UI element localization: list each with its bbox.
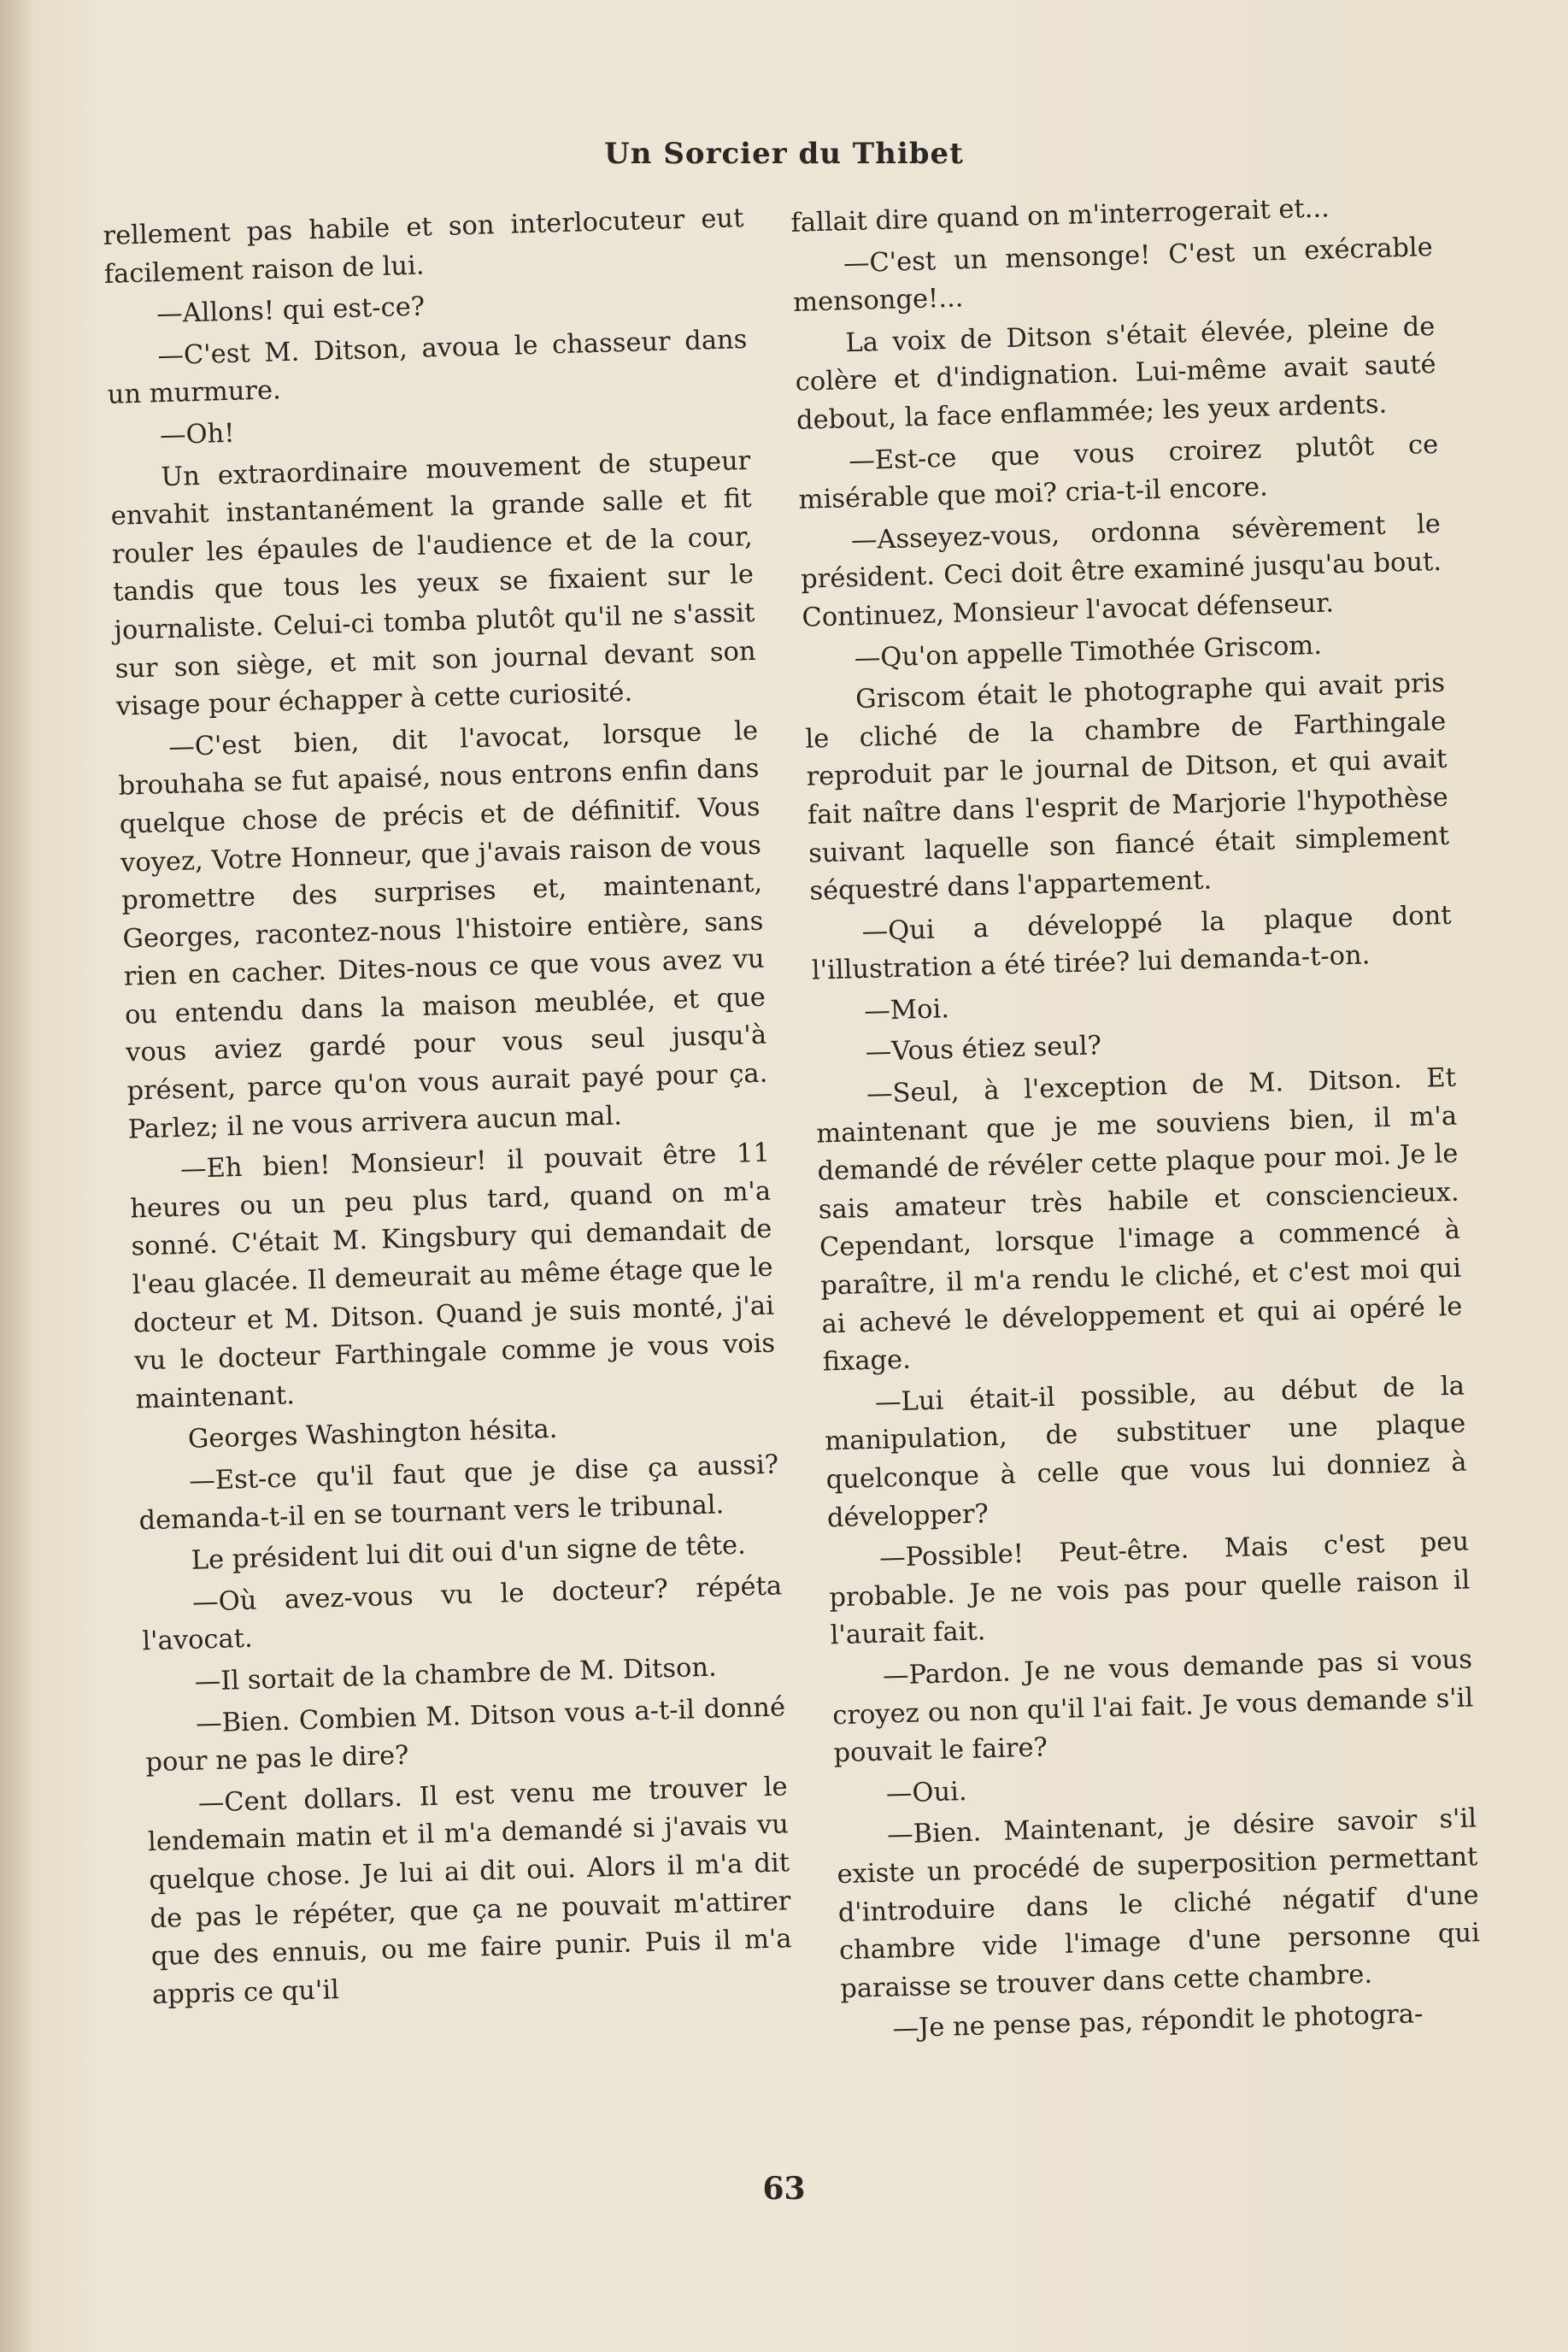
paragraph: —Oui. [885, 1776, 968, 1809]
paragraph: —C'est M. Ditson, avoua le chasseur dans un murmure. [107, 324, 748, 411]
paragraph: —Lui était-il possible, au début de la manipulation, de substituer une plaque quelconque à celle que vous lui donniez à développer? [824, 1371, 1467, 1533]
left-column [103, 200, 794, 2018]
paragraph: —Cent dollars. Il est venu me trouver le lendemain matin et il m'a demandé si j'avais vu quelque chose. Je lui ai dit oui. Alors il m'a dit de pas le répéter, que ça ne pouvait m'attirer que des ennuis, ou me faire punir. Puis il m'a appris ce qu'il [147, 1772, 793, 2010]
paragraph: rellement pas habile et son interlocuteur eut facilement raison de lui. [103, 203, 744, 290]
paragraph: fallait dire quand on m'interrogerait et... [790, 193, 1330, 238]
paragraph: —Est-ce qu'il faut que je dise ça aussi? demanda-t-il en se tournant vers le tribunal. [138, 1449, 779, 1536]
paragraph: —C'est bien, dit l'avocat, lorsque le brouhaha se fut apaisé, nous entrons enfin dans quelque chose de précis et de définitif. Vous voyez, Votre Honneur, que j'avais raison de vous promettre des surprises et, maintenant, Georges, racontez-nous l'histoire entière, sans rien en cacher. Dites-nous ce que vous avez vu ou entendu dans la maison meublée, et que vous aviez gardé pour vous seul jusqu'à présent, parce qu'on vous aurait payé pour ça. Parlez; il ne vous arrivera aucun mal. [118, 715, 768, 1145]
paragraph: —Qui a développé la plaque dont l'illustration a été tirée? lui demanda-t-on. [811, 900, 1452, 986]
paragraph: —Bien. Maintenant, je désire savoir s'il existe un procédé de superposition permettant d'introduire dans le cliché négatif d'une chambre vide l'image d'une personne qui paraisse se trouver dans cette chambre. [837, 1803, 1481, 2004]
paragraph: —Asseyez-vous, ordonna sévèrement le président. Ceci doit être examiné jusqu'au bout. Continuez, Monsieur l'avocat défenseur. [800, 509, 1442, 633]
paragraph: Un extraordinaire mouvement de stupeur envahit instantanément la grande salle et fit rouler les épaules de l'audience et de la cour, tandis que tous les yeux se fixaient sur le journaliste. Celui-ci tomba plutôt qu'il ne s'assit sur son siège, et mit son journal devant son visage pour échapper à cette curiosité. [110, 445, 756, 722]
paragraph: Le président lui dit oui d'un signe de tête. [191, 1530, 747, 1576]
paragraph: —Qu'on appelle Timothée Griscom. [854, 630, 1323, 673]
paragraph: —Bien. Combien M. Ditson vous a-t-il donné pour ne pas le dire? [145, 1691, 786, 1779]
paragraph: —Possible! Peut-être. Mais c'est peu probable. Je ne vois pas pour quelle raison il l'aurait fait. [829, 1526, 1471, 1651]
paragraph: Georges Washington hésita. [187, 1414, 558, 1455]
paragraph: —Pardon. Je ne vous demande pas si vous croyez ou non qu'il l'ai fait. Je vous demande s'il pouvait le faire? [831, 1644, 1474, 1769]
paragraph: —Seul, à l'exception de M. Ditson. Et maintenant que je me souviens bien, il m'a demandé de révéler cette plaque pour moi. Je le sais amateur très habile et consciencieux. Cependant, lorsque l'image a commencé à paraître, il m'a rendu le cliché, et c'est moi qui ai achevé le développement et qui ai opéré le fixage. [815, 1062, 1463, 1378]
paragraph: Griscom était le photographe qui avait pris le cliché de la chambre de Farthingale reproduit par le journal de Ditson, et qui avait fait naître dans l'esprit de Marjorie l'hypothèse suivant laquelle son fiancé était simplement séquestré dans l'appartement. [804, 667, 1450, 907]
gutter-shadow [0, 0, 34, 2352]
paragraph: —Je ne pense pas, répondit le photogra- [892, 1999, 1424, 2044]
paragraph: —Moi. [863, 994, 950, 1026]
running-head: Un Sorcier du Thibet [604, 137, 964, 171]
page-number: 63 [762, 2171, 806, 2207]
paragraph: —Il sortait de la chambre de M. Ditson. [194, 1652, 718, 1697]
paragraph: La voix de Ditson s'était élevée, pleine de colère et d'indignation. Lui-même avait sauté debout, la face enflammée; les yeux ardents. [795, 311, 1437, 436]
paragraph: —Eh bien! Monsieur! il pouvait être 11 heures ou un peu plus tard, quand on m'a sonné. C'était M. Kingsbury qui demandait de l'eau glacée. Il demeurait au même étage que le docteur et M. Ditson. Quand je suis monté, j'ai vu le docteur Farthingale comme je vous vois maintenant. [129, 1138, 776, 1415]
paragraph: —Où avez-vous vu le docteur? répéta l'avocat. [142, 1571, 783, 1657]
paragraph: —Vous étiez seul? [865, 1031, 1102, 1068]
right-column [790, 187, 1483, 2054]
paragraph: —C'est un mensonge! C'est un exécrable mensonge!... [792, 232, 1434, 319]
paragraph: —Allons! qui est-ce? [156, 291, 426, 330]
paragraph: —Est-ce que vous croirez plutôt ce misérable que moi? cria-t-il encore. [798, 429, 1439, 516]
paragraph: —Oh! [159, 418, 235, 451]
